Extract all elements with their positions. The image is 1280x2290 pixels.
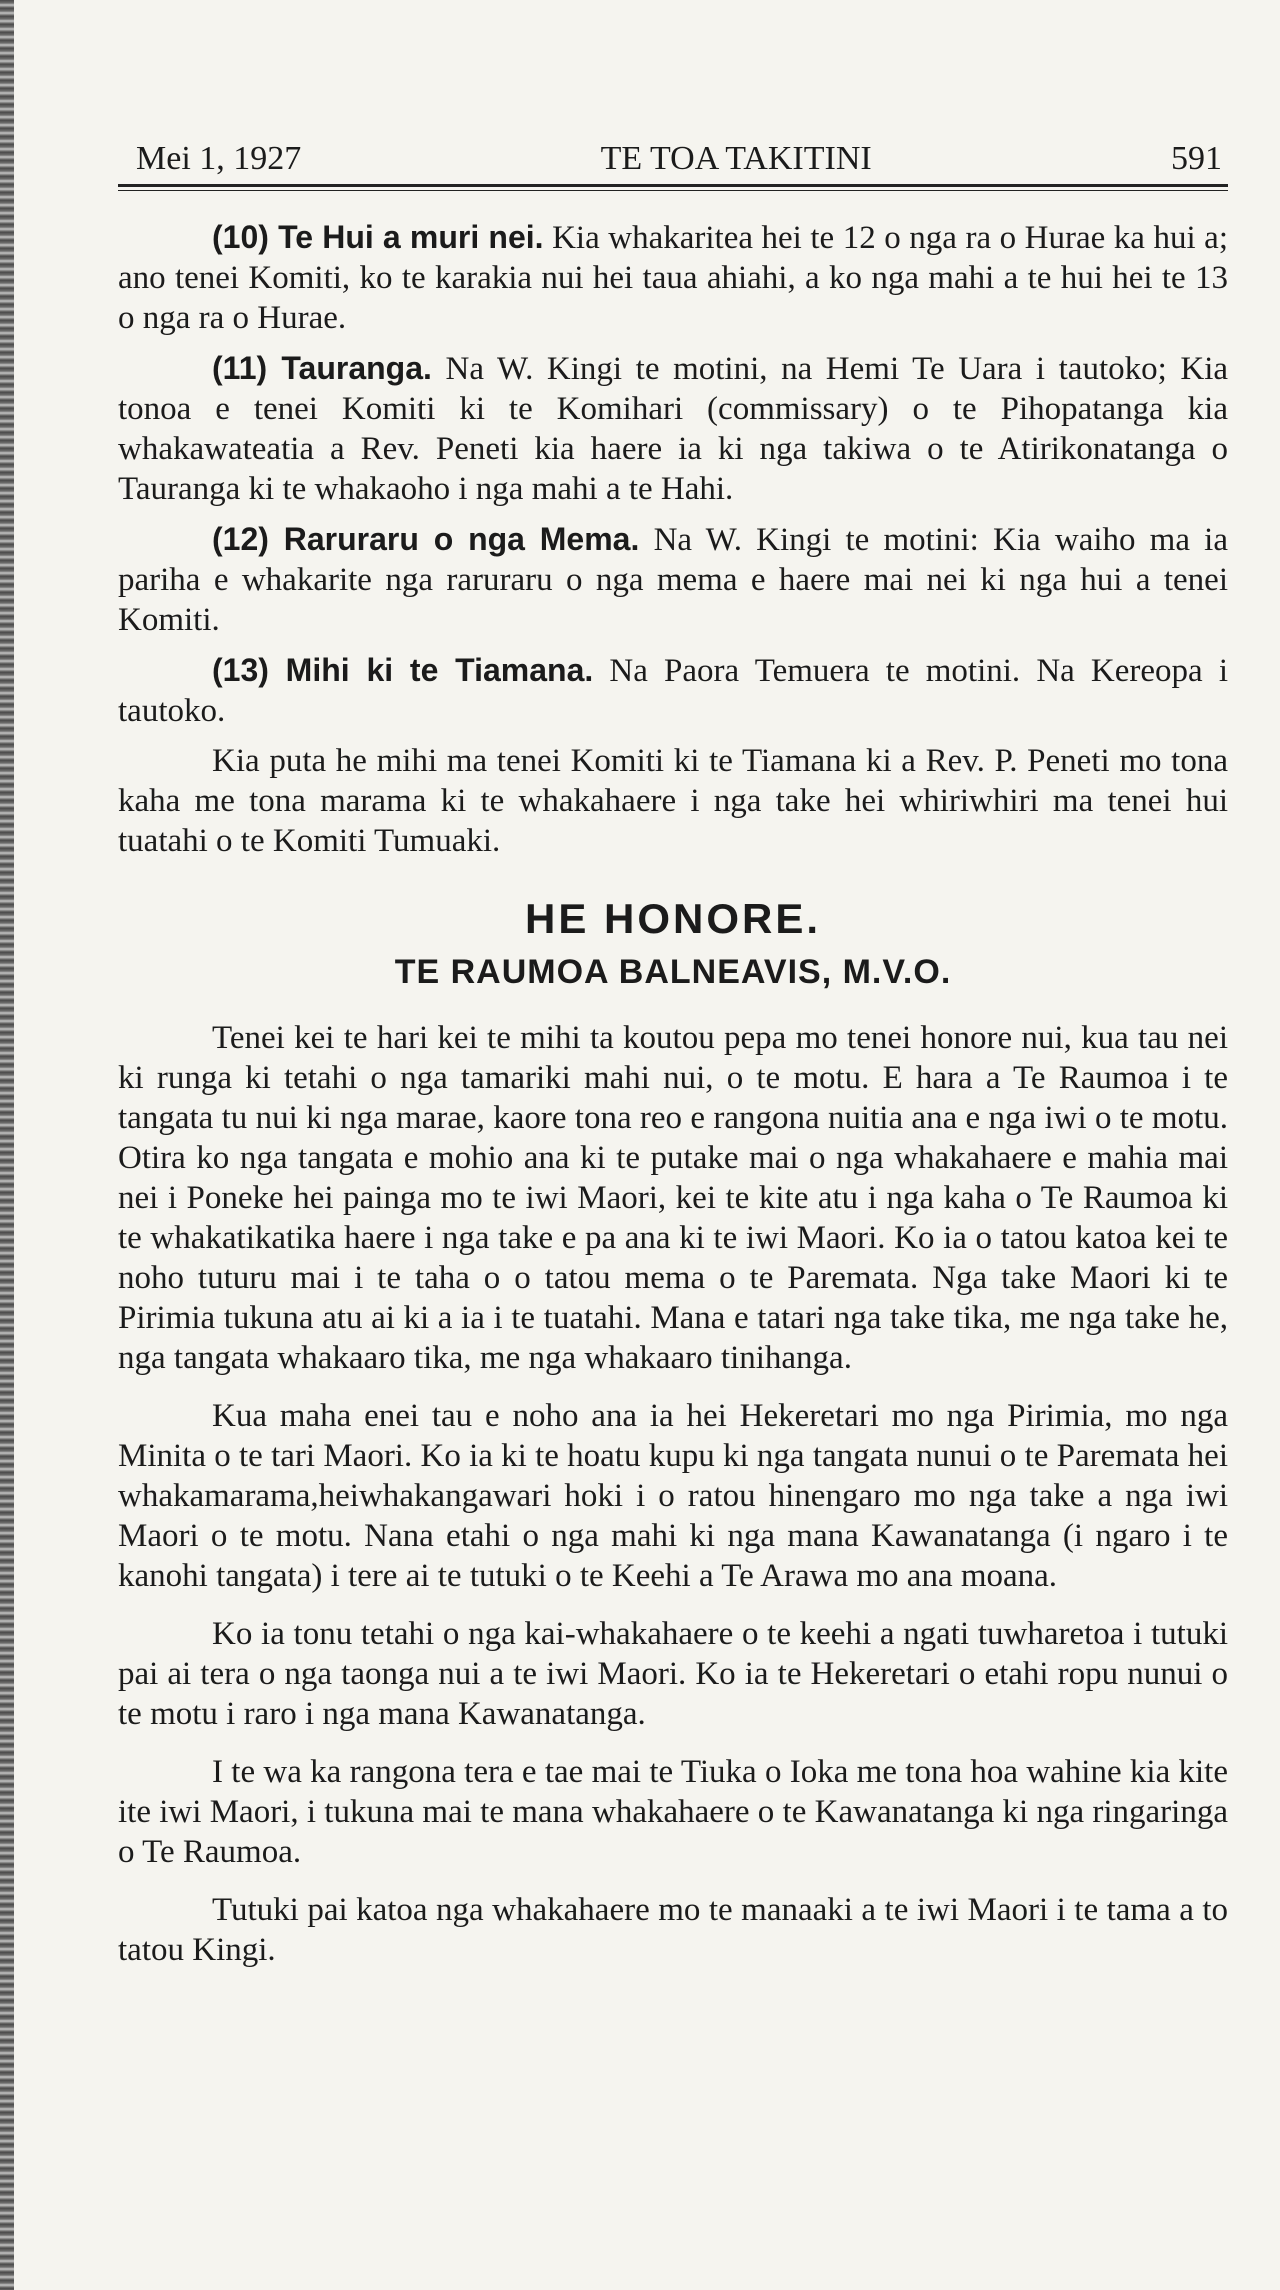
- article-paragraph: Kua maha enei tau e noho ana ia hei Hekeretari mo nga Pirimia, mo nga Minita o te tari Maori. Ko ia ki te hoatu kupu ki nga tangata nunui o te Paremata hei whakamarama,heiwhakangawari hoki i o ratou hinengaro mo nga take a nga iwi Maori o te motu. Nana etahi o nga mahi ki nga mana Kawanatanga (i ngaro i te kanohi tangata) i tere ai te tutuki o te Keehi a Te Arawa mo ana moana.: [118, 1398, 1228, 1594]
- document-page: [118, 140, 1228, 1988]
- header-date: Mei 1, 1927: [136, 140, 302, 177]
- article-paragraph: Tutuki pai katoa nga whakahaere mo te manaaki a te iwi Maori i te tama a to tatou Kingi.: [118, 1892, 1228, 1968]
- article-paragraph: Tenei kei te hari kei te mihi ta koutou pepa mo tenei honore nui, kua tau nei ki runga ki tetahi o nga tamariki mahi nui, o te motu. E hara a Te Raumoa i te tangata tu nui ki nga marae, kaore tona reo e rangona nuitia ana e nga iwi o te motu. Otira ko nga tangata e mohio ana ki te putake mai o nga whakahaere e mahia mai nei i Poneke hei painga mo te iwi Maori, kei te kite atu i nga kaha o Te Raumoa ki te whakatikatika haere i nga take e pa ana ki te iwi Maori. Ko ia o tatou katoa kei te noho tuturu mai i te taha o o tatou mema o te Paremata. Nga take Maori ki te Pirimia tukuna atu ai ki a ia i te tuatahi. Mana e tatari nga take tika, me nga take he, nga tangata whakaaro tika, me nga whakaaro tinihanga.: [118, 1020, 1228, 1376]
- minute-item-13: [118, 650, 1228, 731]
- minute-text: Na Paora Temuera te motini. Na Kereopa i tautoko.: [118, 653, 1228, 729]
- minute-item-10: [118, 217, 1228, 338]
- minute-heading: (11) Tauranga.: [212, 350, 432, 386]
- minute-heading: (12) Raruraru o nga Mema.: [212, 521, 640, 557]
- scanned-page-edge: [0, 0, 14, 2290]
- minute-text: Na W. Kingi te motini, na Hemi Te Uara i tautoko; Kia tonoa e tenei Komiti ki te Komihari (commissary) o te Pihopatanga kia whakawateatia a Rev. Peneti kia haere ia ki nga takiwa o te Atirikonatanga o Tauranga ki te whakaoho i nga mahi a te Hahi.: [118, 351, 1229, 507]
- article-subtitle: TE RAUMOA BALNEAVIS, M.V.O.: [394, 953, 952, 991]
- closing-paragraph: Kia puta he mihi ma tenei Komiti ki te Tiamana ki a Rev. P. Peneti mo tona kaha me tona marama ki te whakahaere i nga take hei whiriwhiri ma tenei hui tuatahi o te Komiti Tumuaki.: [118, 743, 1228, 859]
- minute-text: Kia whakaritea hei te 12 o nga ra o Hurae ka hui a; ano tenei Komiti, ko te karakia nui hei taua ahiahi, a ko nga mahi a te hui hei te 13 o nga ra o Hurae.: [118, 220, 1228, 336]
- minute-item-11: [118, 348, 1228, 509]
- minute-item-12: [118, 519, 1228, 640]
- minute-text: Na W. Kingi te motini: Kia waiho ma ia pariha e whakarite nga raruraru o nga mema e haere mai nei ki nga hui a tenei Komiti.: [118, 522, 1228, 638]
- article-title: HE HONORE.: [524, 895, 822, 942]
- article-paragraph: I te wa ka rangona tera e tae mai te Tiuka o Ioka me tona hoa wahine kia kite ite iwi Maori, i tukuna mai te mana whakahaere o te Kawanatanga ki nga ringaringa o Te Raumoa.: [118, 1754, 1228, 1870]
- page-header: [118, 140, 1228, 182]
- minute-heading: (10) Te Hui a muri nei.: [212, 219, 544, 255]
- header-page-number: 591: [1170, 140, 1222, 177]
- minute-heading: (13) Mihi ki te Tiamana.: [212, 652, 594, 688]
- header-title: TE TOA TAKITINI: [600, 140, 872, 177]
- article-paragraph: Ko ia tonu tetahi o nga kai-whakahaere o te keehi a ngati tuwharetoa i tutuki pai ai tera o nga taonga nui a te iwi Maori. Ko ia te Hekeretari o etahi ropu nunui o te motu i raro i nga mana Kawanatanga.: [118, 1616, 1228, 1732]
- header-rule: [118, 184, 1228, 191]
